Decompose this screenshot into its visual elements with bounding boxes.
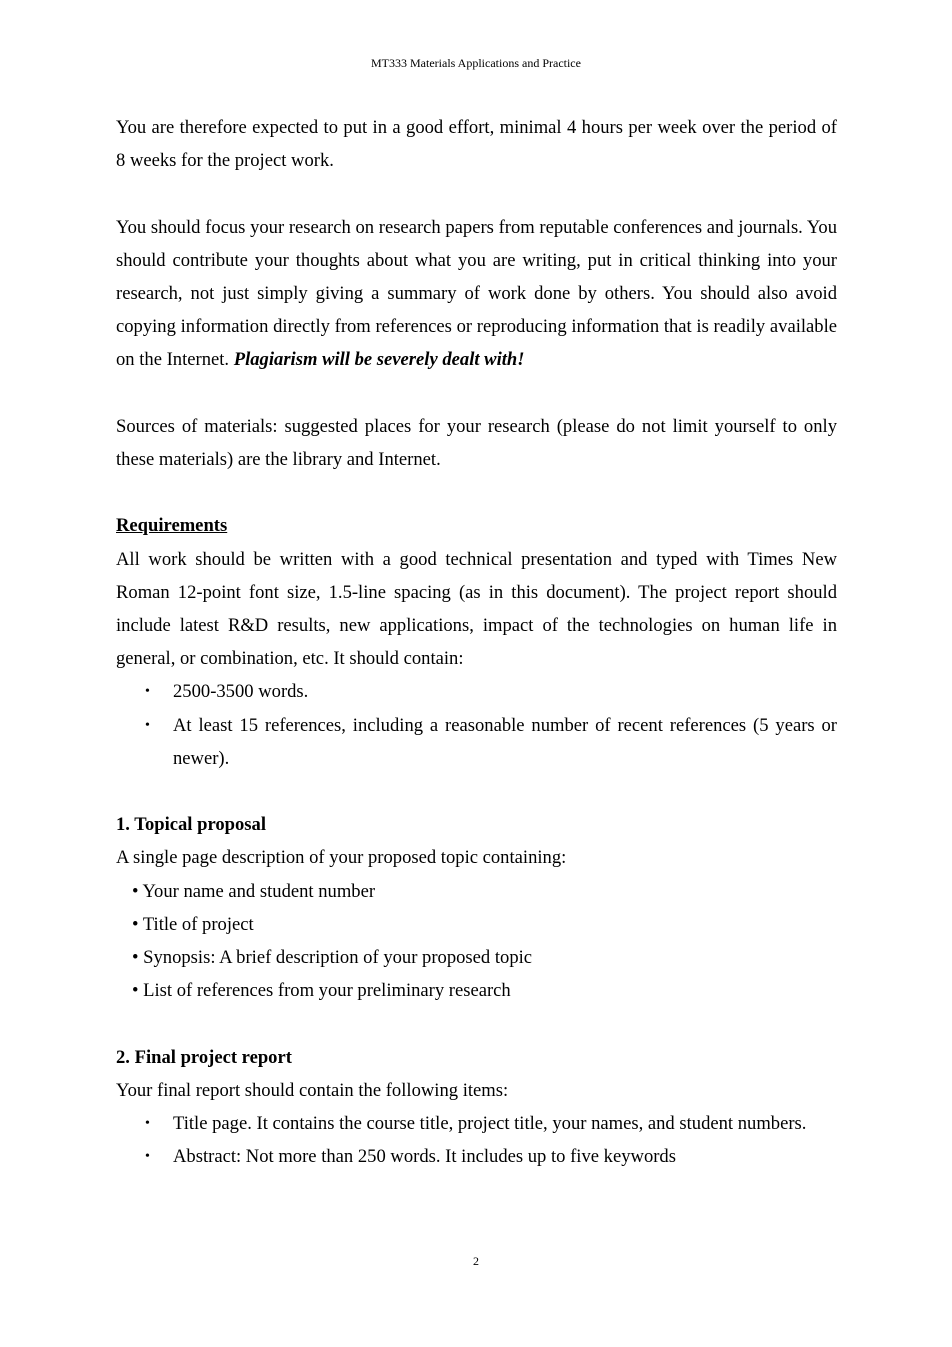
list-item: • Title of project <box>132 913 254 935</box>
paragraph-sources: Sources of materials: suggested places for your research (please do not limit yourself to only these materials) are the library and Internet. <box>116 415 837 470</box>
list-item-text: Title page. It contains the course title, project title, your names, and student numbers. <box>173 1113 807 1135</box>
list-item-text: At least 15 references, including a reasonable number of recent references (5 years or newer). <box>173 714 837 769</box>
topical-proposal-list <box>116 875 837 1008</box>
paragraph-research <box>116 211 837 377</box>
requirements-heading: Requirements <box>116 515 228 537</box>
bullet-icon: • <box>145 1116 150 1132</box>
list-item-text: 2500-3500 words. <box>173 681 309 703</box>
list-item <box>116 675 837 708</box>
bullet-icon: • <box>145 1149 150 1165</box>
list-item: • List of references from your preliminary research <box>132 980 511 1002</box>
list-item: • Synopsis: A brief description of your proposed topic <box>132 947 533 969</box>
final-report-intro: Your final report should contain the following items: <box>116 1079 509 1101</box>
list-item <box>116 1140 837 1173</box>
page-number: 2 <box>473 1254 479 1268</box>
bullet-icon: • <box>145 684 150 700</box>
list-item-text: Abstract: Not more than 250 words. It includes up to five keywords <box>173 1146 676 1168</box>
plagiarism-warning: Plagiarism will be severely dealt with! <box>233 349 525 371</box>
list-item <box>116 1107 837 1140</box>
list-item <box>116 709 837 775</box>
running-header: MT333 Materials Applications and Practice <box>371 56 581 70</box>
final-report-heading: 2. Final project report <box>116 1046 292 1068</box>
requirements-text: All work should be written with a good technical presentation and typed with Times New Roman 12-point font size, 1.5-line spacing (as in this document). The project report should include latest R&D results, new applications, impact of the technologies on human life in general, or combination, etc. It should contain: <box>116 548 837 670</box>
topical-proposal-heading: 1. Topical proposal <box>116 814 267 836</box>
bullet-icon: • <box>145 717 150 733</box>
paragraph-research-text: You should focus your research on research papers from reputable conferences and journals. You should contribute your thoughts about what you are writing, put in critical thinking into your research, not just simply giving a summary of work done by others. You should also avoid copying information directly from references or reproducing information that is readily available on the Internet. <box>116 216 837 371</box>
final-report-list <box>116 1107 837 1173</box>
paragraph-effort: You are therefore expected to put in a good effort, minimal 4 hours per week over the period of 8 weeks for the project work. <box>116 117 837 172</box>
page-content <box>116 111 837 1173</box>
list-item: • Your name and student number <box>132 880 376 902</box>
requirements-list <box>116 675 837 775</box>
topical-proposal-intro: A single page description of your proposed topic containing: <box>116 847 567 869</box>
